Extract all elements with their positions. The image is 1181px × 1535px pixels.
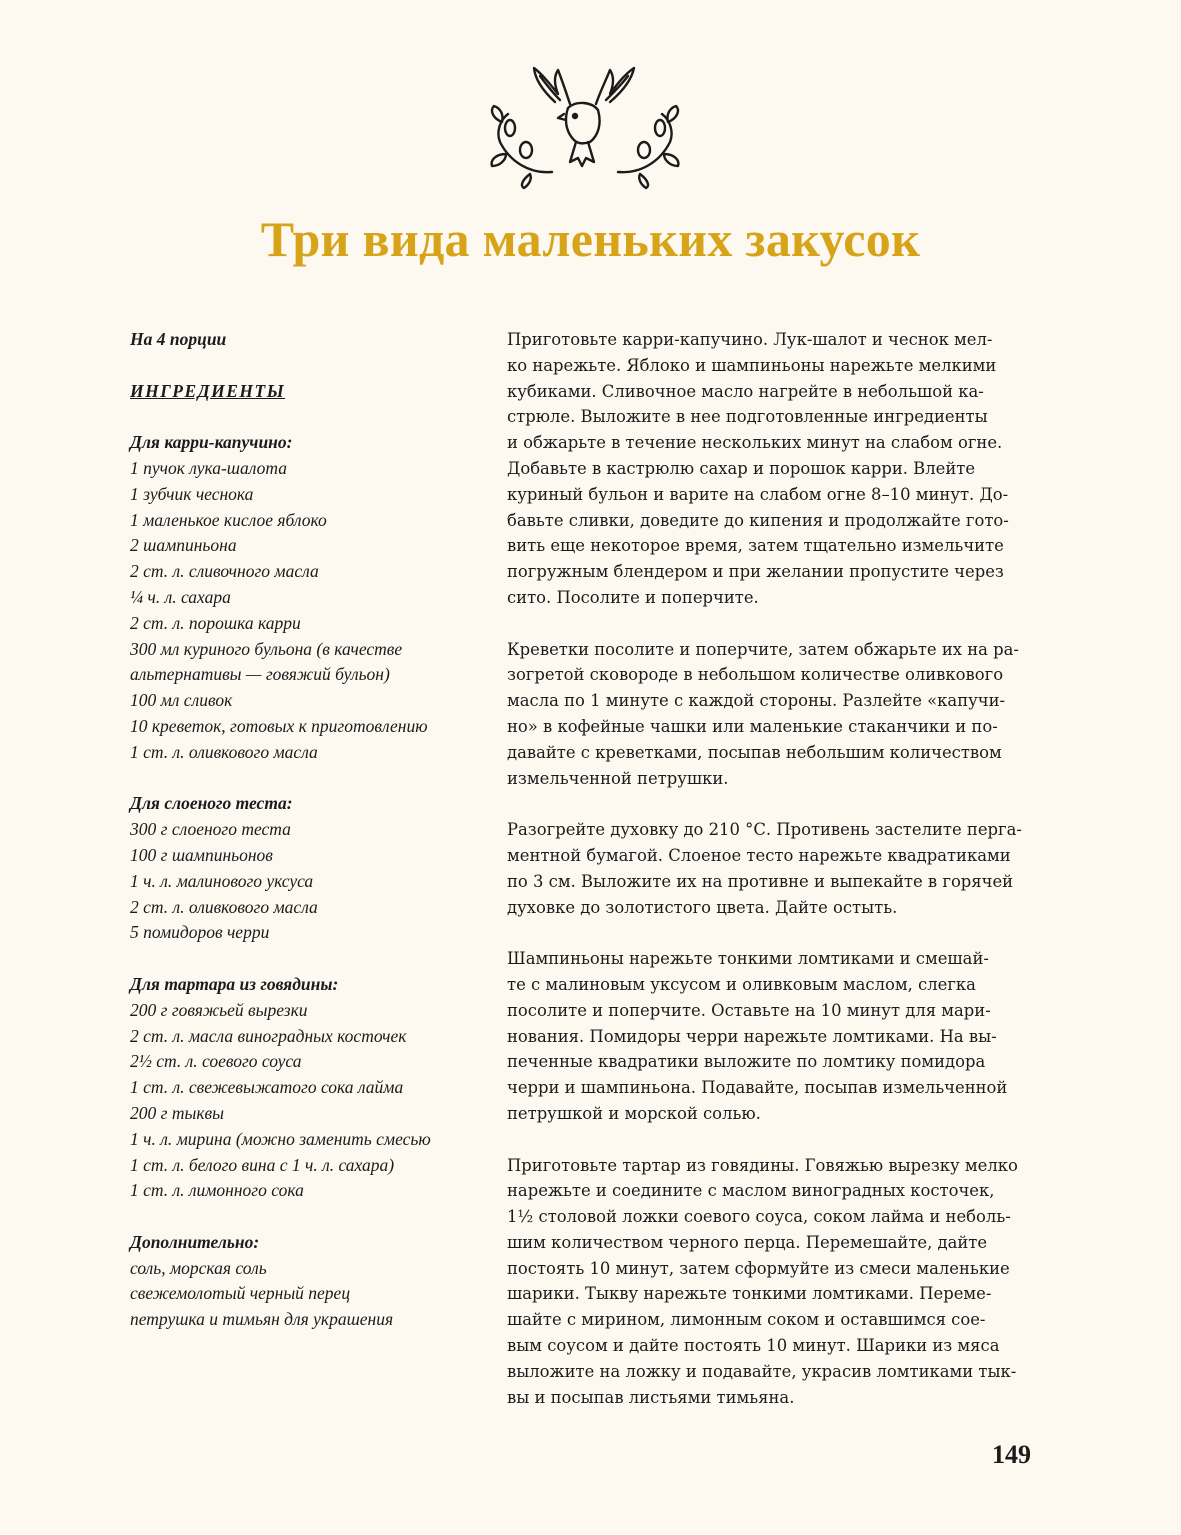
servings: На 4 порции bbox=[130, 329, 227, 349]
paragraph-line: погружным блендером и при желании пропустите через bbox=[507, 562, 1004, 582]
spacer bbox=[130, 766, 490, 792]
spacer bbox=[130, 353, 490, 379]
paragraph-line: вы и посыпав листьями тимьяна. bbox=[507, 1387, 795, 1407]
paragraph-line: выложите на ложку и подавайте, украсив ломтиками тык- bbox=[507, 1361, 1017, 1381]
paragraph-line: бавьте сливки, доведите до кипения и продолжайте гото- bbox=[507, 510, 1009, 530]
paragraph-line: но» в кофейные чашки или маленькие стаканчики и по- bbox=[507, 716, 998, 736]
paragraph-line: Приготовьте тартар из говядины. Говяжью вырезку мелко bbox=[507, 1155, 1018, 1175]
ingredient-item: 1 ст. л. оливкового масла bbox=[130, 741, 318, 762]
paragraph-line: ментной бумагой. Слоеное тесто нарежьте квадратиками bbox=[507, 845, 1011, 865]
spacer bbox=[130, 404, 490, 430]
spacer bbox=[130, 946, 490, 972]
ingredient-item: 1 зубчик чеснока bbox=[130, 483, 254, 504]
ingredient-item: 2½ ст. л. соевого соуса bbox=[130, 1051, 302, 1072]
paragraph-line: Приготовьте карри-капучино. Лук-шалот и чеснок мел- bbox=[507, 330, 993, 349]
ingredient-group-heading: Дополнительно: bbox=[130, 1231, 260, 1252]
paragraph-line: нования. Помидоры черри нарежьте ломтиками. На вы- bbox=[507, 1026, 997, 1046]
spacer bbox=[130, 1204, 490, 1230]
ingredient-item: 200 г говяжьей вырезки bbox=[130, 999, 308, 1020]
paragraph-line: вым соусом и дайте постоять 10 минут. Шарики из мяса bbox=[507, 1336, 1000, 1356]
page-number: 149 bbox=[992, 1440, 1031, 1469]
ingredient-item: 10 креветок, готовых к приготовлению bbox=[130, 715, 428, 736]
paragraph-line: куриный бульон и варите на слабом огне 8–10 минут. До- bbox=[507, 484, 1009, 504]
ingredient-item: петрушка и тимьян для украшения bbox=[130, 1309, 394, 1330]
ingredient-item: 2 шампиньона bbox=[130, 535, 237, 556]
paragraph-line: посолите и поперчите. Оставьте на 10 минут для мари- bbox=[507, 1000, 991, 1020]
ingredient-item: 2 ст. л. сливочного масла bbox=[130, 561, 319, 582]
paragraph-line: масла по 1 минуте с каждой стороны. Разлейте «капучи- bbox=[507, 691, 1006, 711]
ingredient-item: 300 мл куриного бульона (в качестве bbox=[130, 638, 403, 659]
ingredient-item: 1 ст. л. лимонного сока bbox=[130, 1180, 304, 1201]
ingredient-item: альтернативы — говяжий бульон) bbox=[130, 664, 390, 685]
paragraph-line: шим количеством черного перца. Перемешайте, дайте bbox=[507, 1232, 988, 1252]
instruction-paragraph bbox=[507, 946, 1047, 1127]
paragraph-line: и обжарьте в течение нескольких минут на слабом огне. bbox=[507, 433, 1003, 453]
ingredient-item: 1 ч. л. мирина (можно заменить смесью bbox=[130, 1128, 431, 1149]
paragraph-line: постоять 10 минут, затем сформуйте из смеси маленькие bbox=[507, 1258, 1010, 1278]
ingredient-item: свежемолотый черный перец bbox=[130, 1283, 351, 1304]
ingredient-item: 1 ст. л. свежевыжатого сока лайма bbox=[130, 1077, 404, 1098]
paragraph-line: те с малиновым уксусом и оливковым маслом, слегка bbox=[507, 974, 976, 994]
instructions-column bbox=[507, 327, 1047, 1436]
paragraph-line: Разогрейте духовку до 210 °С. Противень застелите перга- bbox=[507, 820, 1022, 840]
ingredients-column bbox=[130, 327, 490, 1333]
ingredient-item: 2 ст. л. масла виноградных косточек bbox=[130, 1025, 407, 1046]
instruction-paragraph bbox=[507, 817, 1047, 920]
paragraph-line: черри и шампиньона. Подавайте, посыпав измельченной bbox=[507, 1078, 1008, 1098]
paragraph-line: измельченной петрушки. bbox=[507, 768, 729, 788]
paragraph-line: шайте с мирином, лимонным соком и оставшимся сое- bbox=[507, 1310, 986, 1330]
ingredient-item: 300 г слоеного теста bbox=[130, 819, 291, 840]
paragraph-line: шарики. Тыкву нарежьте тонкими ломтиками. Переме- bbox=[507, 1284, 992, 1304]
paragraph-line: нарежьте и соедините с маслом виноградных косточек, bbox=[507, 1181, 995, 1201]
paragraph-line: по 3 см. Выложите их на противне и выпекайте в горячей bbox=[507, 871, 1014, 891]
ingredient-item: 200 г тыквы bbox=[130, 1102, 224, 1123]
ingredient-group-heading: Для слоеного теста: bbox=[130, 793, 293, 814]
paragraph-line: вить еще некоторое время, затем тщательно измельчите bbox=[507, 536, 1004, 556]
paragraph-line: ко нарежьте. Яблоко и шампиньоны нарежьте мелкими bbox=[507, 355, 997, 375]
paragraph-line: кубиками. Сливочное масло нагрейте в небольшой ка- bbox=[507, 381, 984, 401]
ingredient-group-heading: Для тартара из говядины: bbox=[130, 973, 339, 994]
ingredient-item: 1 ст. л. белого вина с 1 ч. л. сахара) bbox=[130, 1154, 395, 1175]
ingredient-item: ¼ ч. л. сахара bbox=[130, 586, 231, 607]
ingredient-item: 5 помидоров черри bbox=[130, 922, 270, 943]
paragraph-line: петрушкой и морской солью. bbox=[507, 1103, 761, 1123]
ingredient-item: 100 г шампиньонов bbox=[130, 844, 273, 865]
page-title: Три вида маленьких закусок bbox=[260, 211, 921, 267]
ingredient-group-heading: Для карри-капучино: bbox=[130, 432, 293, 453]
paragraph-line: зогретой сковороде в небольшом количестве оливкового bbox=[507, 665, 1004, 685]
paragraph-line: Добавьте в кастрюлю сахар и порошок карри. Влейте bbox=[507, 458, 976, 478]
ingredient-item: 1 ч. л. малинового уксуса bbox=[130, 870, 314, 891]
ingredient-item: 2 ст. л. оливкового масла bbox=[130, 896, 318, 917]
ingredient-item: 1 пучок лука-шалота bbox=[130, 457, 287, 478]
paragraph-line: 1½ столовой ложки соевого соуса, соком лайма и неболь- bbox=[507, 1207, 1011, 1227]
ingredient-item: 2 ст. л. порошка карри bbox=[130, 612, 301, 633]
paragraph-line: Креветки посолите и поперчите, затем обжарьте их на ра- bbox=[507, 639, 1019, 659]
ingredient-item: 100 мл сливок bbox=[130, 690, 233, 711]
paragraph-line: сито. Посолите и поперчите. bbox=[507, 587, 759, 607]
paragraph-line: печенные квадратики выложите по ломтику помидора bbox=[507, 1052, 986, 1072]
dove-with-laurel-icon bbox=[480, 62, 690, 190]
instruction-paragraph bbox=[507, 637, 1047, 792]
paragraph-line: духовке до золотистого цвета. Дайте остыть. bbox=[507, 897, 898, 917]
instruction-paragraph bbox=[507, 327, 1047, 611]
ingredient-item: соль, морская соль bbox=[130, 1257, 267, 1278]
ingredients-heading: ИНГРЕДИЕНТЫ bbox=[130, 380, 286, 401]
instruction-paragraph bbox=[507, 1153, 1047, 1411]
paragraph-line: давайте с креветками, посыпав небольшим количеством bbox=[507, 742, 1002, 762]
ingredient-item: 1 маленькое кислое яблоко bbox=[130, 509, 327, 530]
paragraph-line: стрюле. Выложите в нее подготовленные ингредиенты bbox=[507, 407, 988, 427]
paragraph-line: Шампиньоны нарежьте тонкими ломтиками и смешай- bbox=[507, 949, 989, 969]
